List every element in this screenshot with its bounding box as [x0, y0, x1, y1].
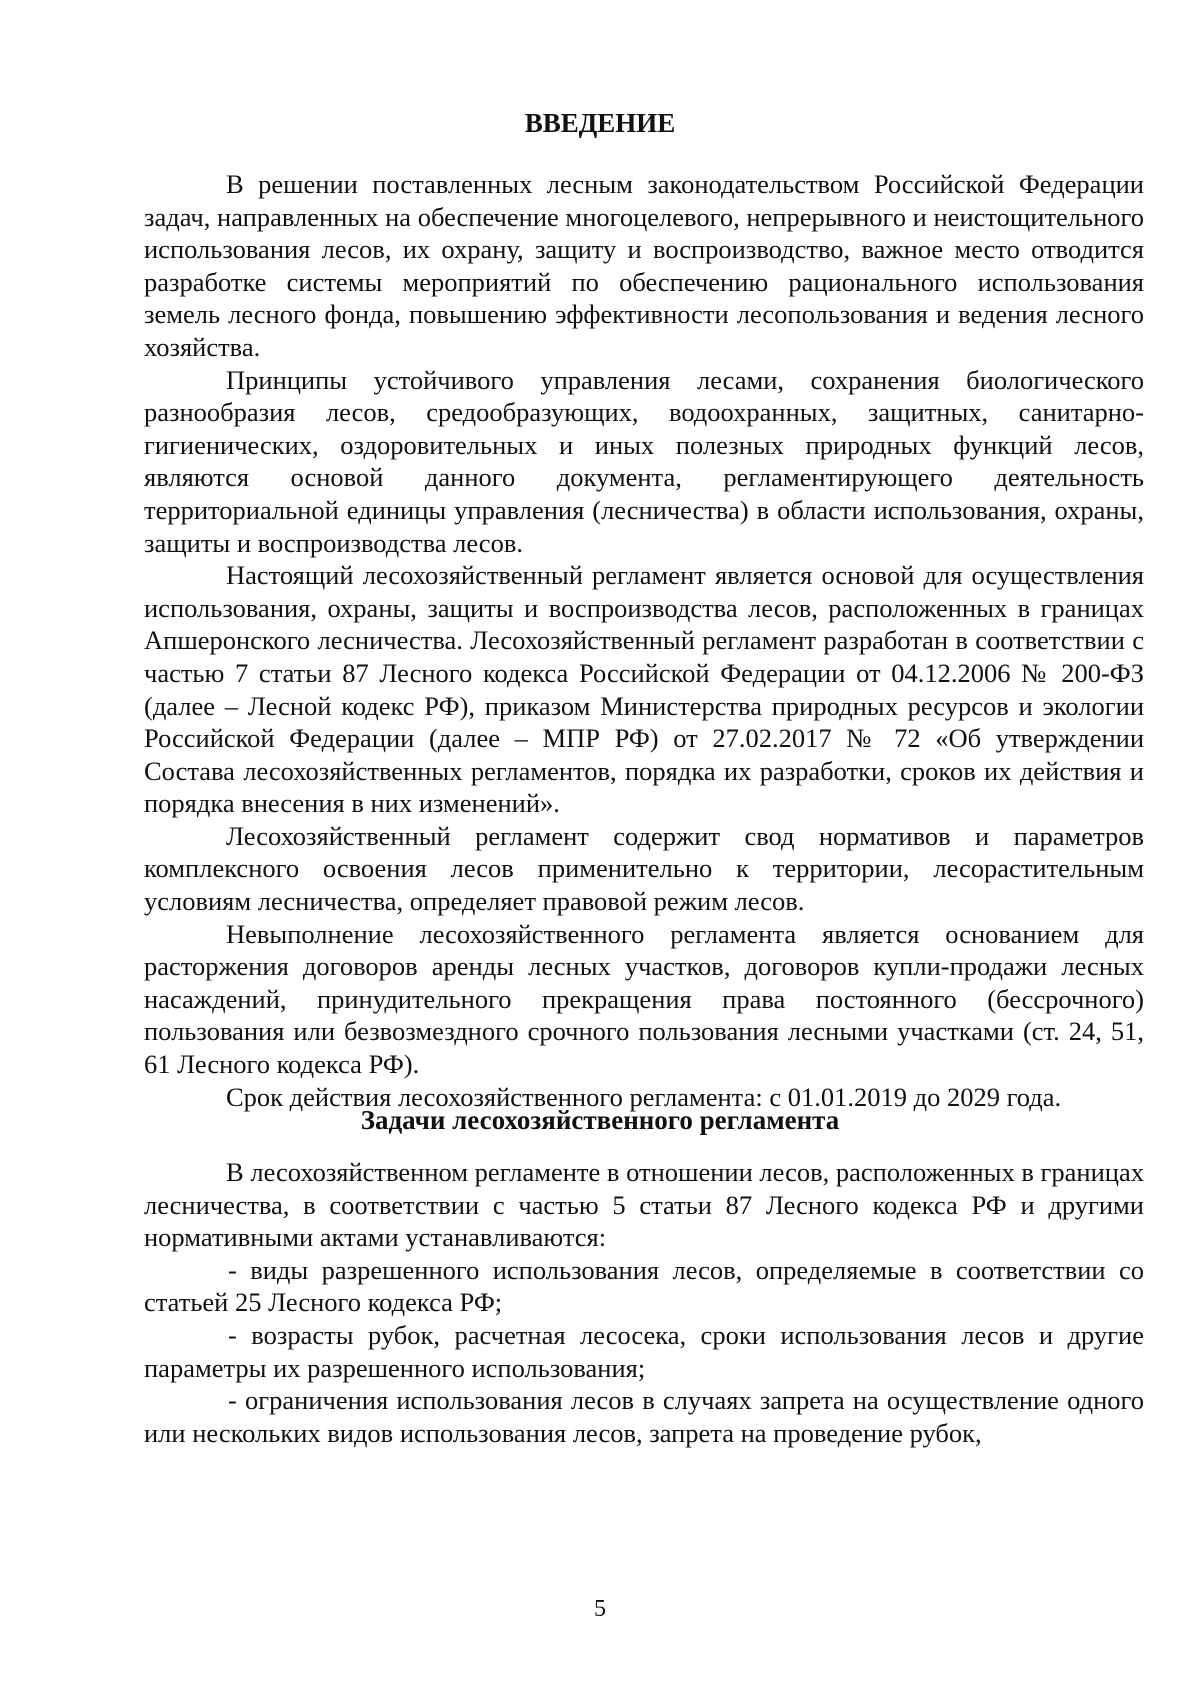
intro-paragraph: В решении поставленных лесным законодательством Российской Федерации задач, направленных на обеспечение многоцелевого, непрерывного и неистощительного использования лесов, их охрану, защиту и воспроизводство, важное место отводится разработке системы мероприятий по обеспечению рационального использования земель лесного фонда, повышению эффективности лесопользования и ведения лесного хозяйства.	[144, 169, 1144, 362]
heading-tasks: Задачи лесохозяйственного регламента	[360, 1105, 840, 1135]
heading-introduction: ВВЕДЕНИЕ	[524, 108, 676, 138]
tasks-paragraph: В лесохозяйственном регламенте в отношении лесов, расположенных в границах лесничества, в соответствии с частью 5 статьи 87 Лесного кодекса РФ и другими нормативными актами устанавливаются:	[144, 1157, 1144, 1253]
tasks-list-item: - возрасты рубок, расчетная лесосека, сроки использования лесов и другие параметры их разрешенного использования;	[144, 1319, 1144, 1383]
tasks-section	[144, 1156, 1144, 1449]
intro-paragraph: Лесохозяйственный регламент содержит свод нормативов и параметров комплексного освоения лесов применительно к территории, лесорастительным условиям лесничества, определяет правовой режим лесов.	[144, 820, 1144, 917]
tasks-list-item: - виды разрешенного использования лесов, определяемые в соответствии со статьей 25 Лесного кодекса РФ;	[144, 1254, 1144, 1318]
introduction-section	[144, 168, 1144, 1113]
intro-paragraph: Принципы устойчивого управления лесами, сохранения биологического разнообразия лесов, средообразующих, водоохранных, защитных, санитарно-гигиенических, оздоровительных и иных полезных природных функций лесов, являются основой данного документа, регламентирующего деятельность территориальной единицы управления (лесничества) в области использования, охраны, защиты и воспроизводства лесов.	[144, 364, 1144, 558]
tasks-list-item: - ограничения использования лесов в случаях запрета на осуществление одного или нескольких видов использования лесов, запрета на проведение рубок,	[144, 1385, 1144, 1448]
intro-paragraph: Настоящий лесохозяйственный регламент является основой для осуществления использования, охраны, защиты и воспроизводства лесов, расположенных в границах Апшеронского лесничества. Лесохозяйственный регламент разработан в соответствии с частью 7 статьи 87 Лесного кодекса Российской Федерации от 04.12.2006 № 200-ФЗ (далее – Лесной кодекс РФ), приказом Министерства природных ресурсов и экологии Российской Федерации (далее – МПР РФ) от 27.02.2017 № 72 «Об утверждении Состава лесохозяйственных регламентов, порядка их разработки, сроков их действия и порядка внесения в них изменений».	[144, 560, 1144, 819]
page-number: 5	[594, 1596, 606, 1622]
intro-paragraph: Невыполнение лесохозяйственного регламента является основанием для расторжения договоров аренды лесных участков, договоров купли-продажи лесных насаждений, принудительного прекращения права постоянного (бессрочного) пользования или безвозмездного срочного пользования лесными участками (ст. 24, 51, 61 Лесного кодекса РФ).	[144, 918, 1144, 1080]
intro-paragraph: Срок действия лесохозяйственного регламента: с 01.01.2019 до 2029 года.	[226, 1081, 1062, 1112]
